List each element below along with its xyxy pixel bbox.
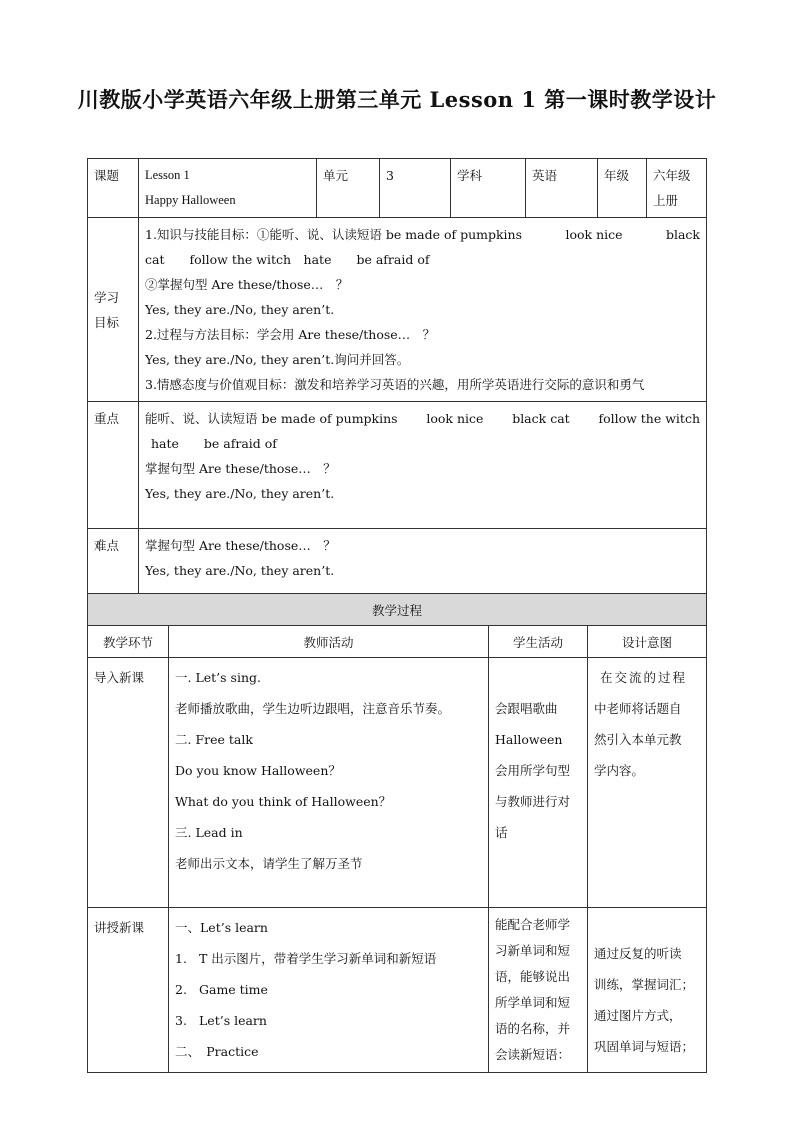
process-columns-row (88, 626, 707, 658)
student-line: 所学单词和短 (495, 995, 571, 1010)
unit-value: 3 (380, 159, 451, 218)
intent-line: 然引入本单元教 (594, 732, 682, 747)
intent-line: 巩固单词与短语； (594, 1039, 695, 1054)
teacher-cell (169, 908, 489, 1073)
key-point-text: look nice (426, 411, 484, 426)
list-text: Let’s learn (199, 1013, 267, 1028)
lesson-info-table (87, 158, 707, 606)
unit-label: 单元 (317, 159, 380, 218)
key-point-text: follow the witch (598, 411, 700, 426)
objective-line (145, 222, 700, 247)
grade-line: 六年级 (653, 168, 691, 183)
list-text: Game time (199, 982, 268, 997)
objective-line: 3.情感态度与价值观目标：激发和培养学习英语的兴趣，用所学英语进行交际的意识和勇气 (145, 377, 645, 392)
student-line: 语的名称，并 (495, 1021, 571, 1036)
topic-label: 课题 (88, 159, 139, 218)
intent-line: 学内容。 (594, 763, 645, 778)
objectives-content (139, 218, 707, 402)
objective-text: look nice (565, 227, 623, 242)
key-point-text: 能听、说、认读短语 be made of pumpkins (145, 411, 398, 426)
objectives-label-line: 学习 (94, 289, 120, 305)
key-point-text: black cat (512, 411, 570, 426)
key-point-line: hate be afraid of (151, 436, 277, 451)
student-line: Halloween (495, 732, 563, 747)
key-points-label: 重点 (88, 402, 139, 529)
subject-label: 学科 (451, 159, 526, 218)
objective-line: cat follow the witch hate be afraid of (145, 252, 430, 267)
list-number: 2. (175, 982, 187, 997)
teacher-line: 一. Let’s sing. (175, 670, 261, 685)
list-text: T 出示图片，带着学生学习新单词和新短语 (199, 951, 437, 966)
key-point-line: Yes, they are./No, they aren’t. (145, 486, 335, 501)
intent-line: 在交流的过程 (600, 670, 688, 685)
teacher-line (175, 974, 482, 1005)
student-line: 会读新短语： (495, 1047, 571, 1062)
student-line: 会用所学句型 (495, 763, 571, 778)
objective-line: 2.过程与方法目标：学会用 Are these/those… ？ (145, 327, 436, 342)
stage-cell: 导入新课 (88, 658, 169, 908)
teacher-line: What do you think of Halloween？ (175, 794, 392, 809)
intent-line: 训练，掌握词汇； (594, 977, 695, 992)
key-point-line (145, 406, 700, 431)
objectives-label (88, 218, 139, 402)
objective-line: Yes, they are./No, they aren’t. (145, 302, 335, 317)
teacher-line: 老师出示文本，请学生了解万圣节 (175, 856, 363, 871)
teacher-line: Do you know Halloween？ (175, 763, 341, 778)
intent-line: 通过图片方式， (594, 1008, 682, 1023)
teacher-cell (169, 658, 489, 908)
student-cell (489, 658, 588, 908)
intent-cell (588, 658, 707, 908)
subject-value: 英语 (526, 159, 598, 218)
objective-text: 1.知识与技能目标：①能听、说、认读短语 be made of pumpkins (145, 227, 523, 242)
key-points-content (139, 402, 707, 529)
objective-text: black (665, 227, 700, 242)
teacher-line: 二. Free talk (175, 732, 253, 747)
col-intent: 设计意图 (588, 626, 707, 658)
student-line: 能配合老师学 (495, 917, 571, 932)
intent-line: 中老师将话题自 (594, 701, 682, 716)
student-line: 习新单词和短 (495, 943, 571, 958)
col-student: 学生活动 (489, 626, 588, 658)
teacher-line (175, 943, 482, 974)
teacher-line: 一、Let’s learn (175, 920, 268, 935)
key-points-row (88, 402, 707, 529)
intent-line: 通过反复的听读 (594, 946, 682, 961)
teacher-line: 老师播放歌曲，学生边听边跟唱，注意音乐节奏。 (175, 701, 451, 716)
process-row-intro (88, 658, 707, 908)
process-header-row (88, 594, 707, 626)
student-line: 会跟唱歌曲 (495, 701, 558, 716)
grade-line: 上册 (653, 193, 679, 208)
teaching-process-table (87, 593, 707, 1073)
teacher-line (175, 1005, 482, 1036)
student-line: 话 (495, 825, 508, 840)
document-title: 川教版小学英语六年级上册第三单元 Lesson 1 第一课时教学设计 (77, 87, 717, 112)
teacher-line: 二、 Practice (175, 1044, 259, 1059)
student-line: 与教师进行对 (495, 794, 571, 809)
objective-line: Yes, they are./No, they aren’t.询问并回答。 (145, 352, 410, 367)
list-number: 3. (175, 1013, 187, 1028)
process-row-new (88, 908, 707, 1073)
teacher-line: 三. Lead in (175, 825, 243, 840)
topic-value (139, 159, 317, 218)
col-teacher: 教师活动 (169, 626, 489, 658)
student-cell (489, 908, 588, 1073)
topic-row (88, 159, 707, 218)
topic-line: Happy Halloween (145, 193, 236, 207)
student-line: 语，能够说出 (495, 969, 571, 984)
difficulties-label: 难点 (88, 529, 139, 606)
stage-cell: 讲授新课 (88, 908, 169, 1073)
grade-label: 年级 (598, 159, 647, 218)
difficulty-line: Yes, they are./No, they aren’t. (145, 563, 335, 578)
process-header: 教学过程 (88, 594, 707, 626)
grade-value (647, 159, 707, 218)
objectives-label-line: 目标 (94, 314, 120, 330)
col-stage: 教学环节 (88, 626, 169, 658)
objective-line: ②掌握句型 Are these/those… ？ (145, 277, 349, 292)
difficulty-line: 掌握句型 Are these/those… ？ (145, 538, 336, 553)
intent-cell (588, 908, 707, 1073)
objectives-row (88, 218, 707, 402)
topic-line: Lesson 1 (145, 168, 190, 182)
list-number: 1. (175, 951, 187, 966)
key-point-line: 掌握句型 Are these/those… ？ (145, 461, 336, 476)
